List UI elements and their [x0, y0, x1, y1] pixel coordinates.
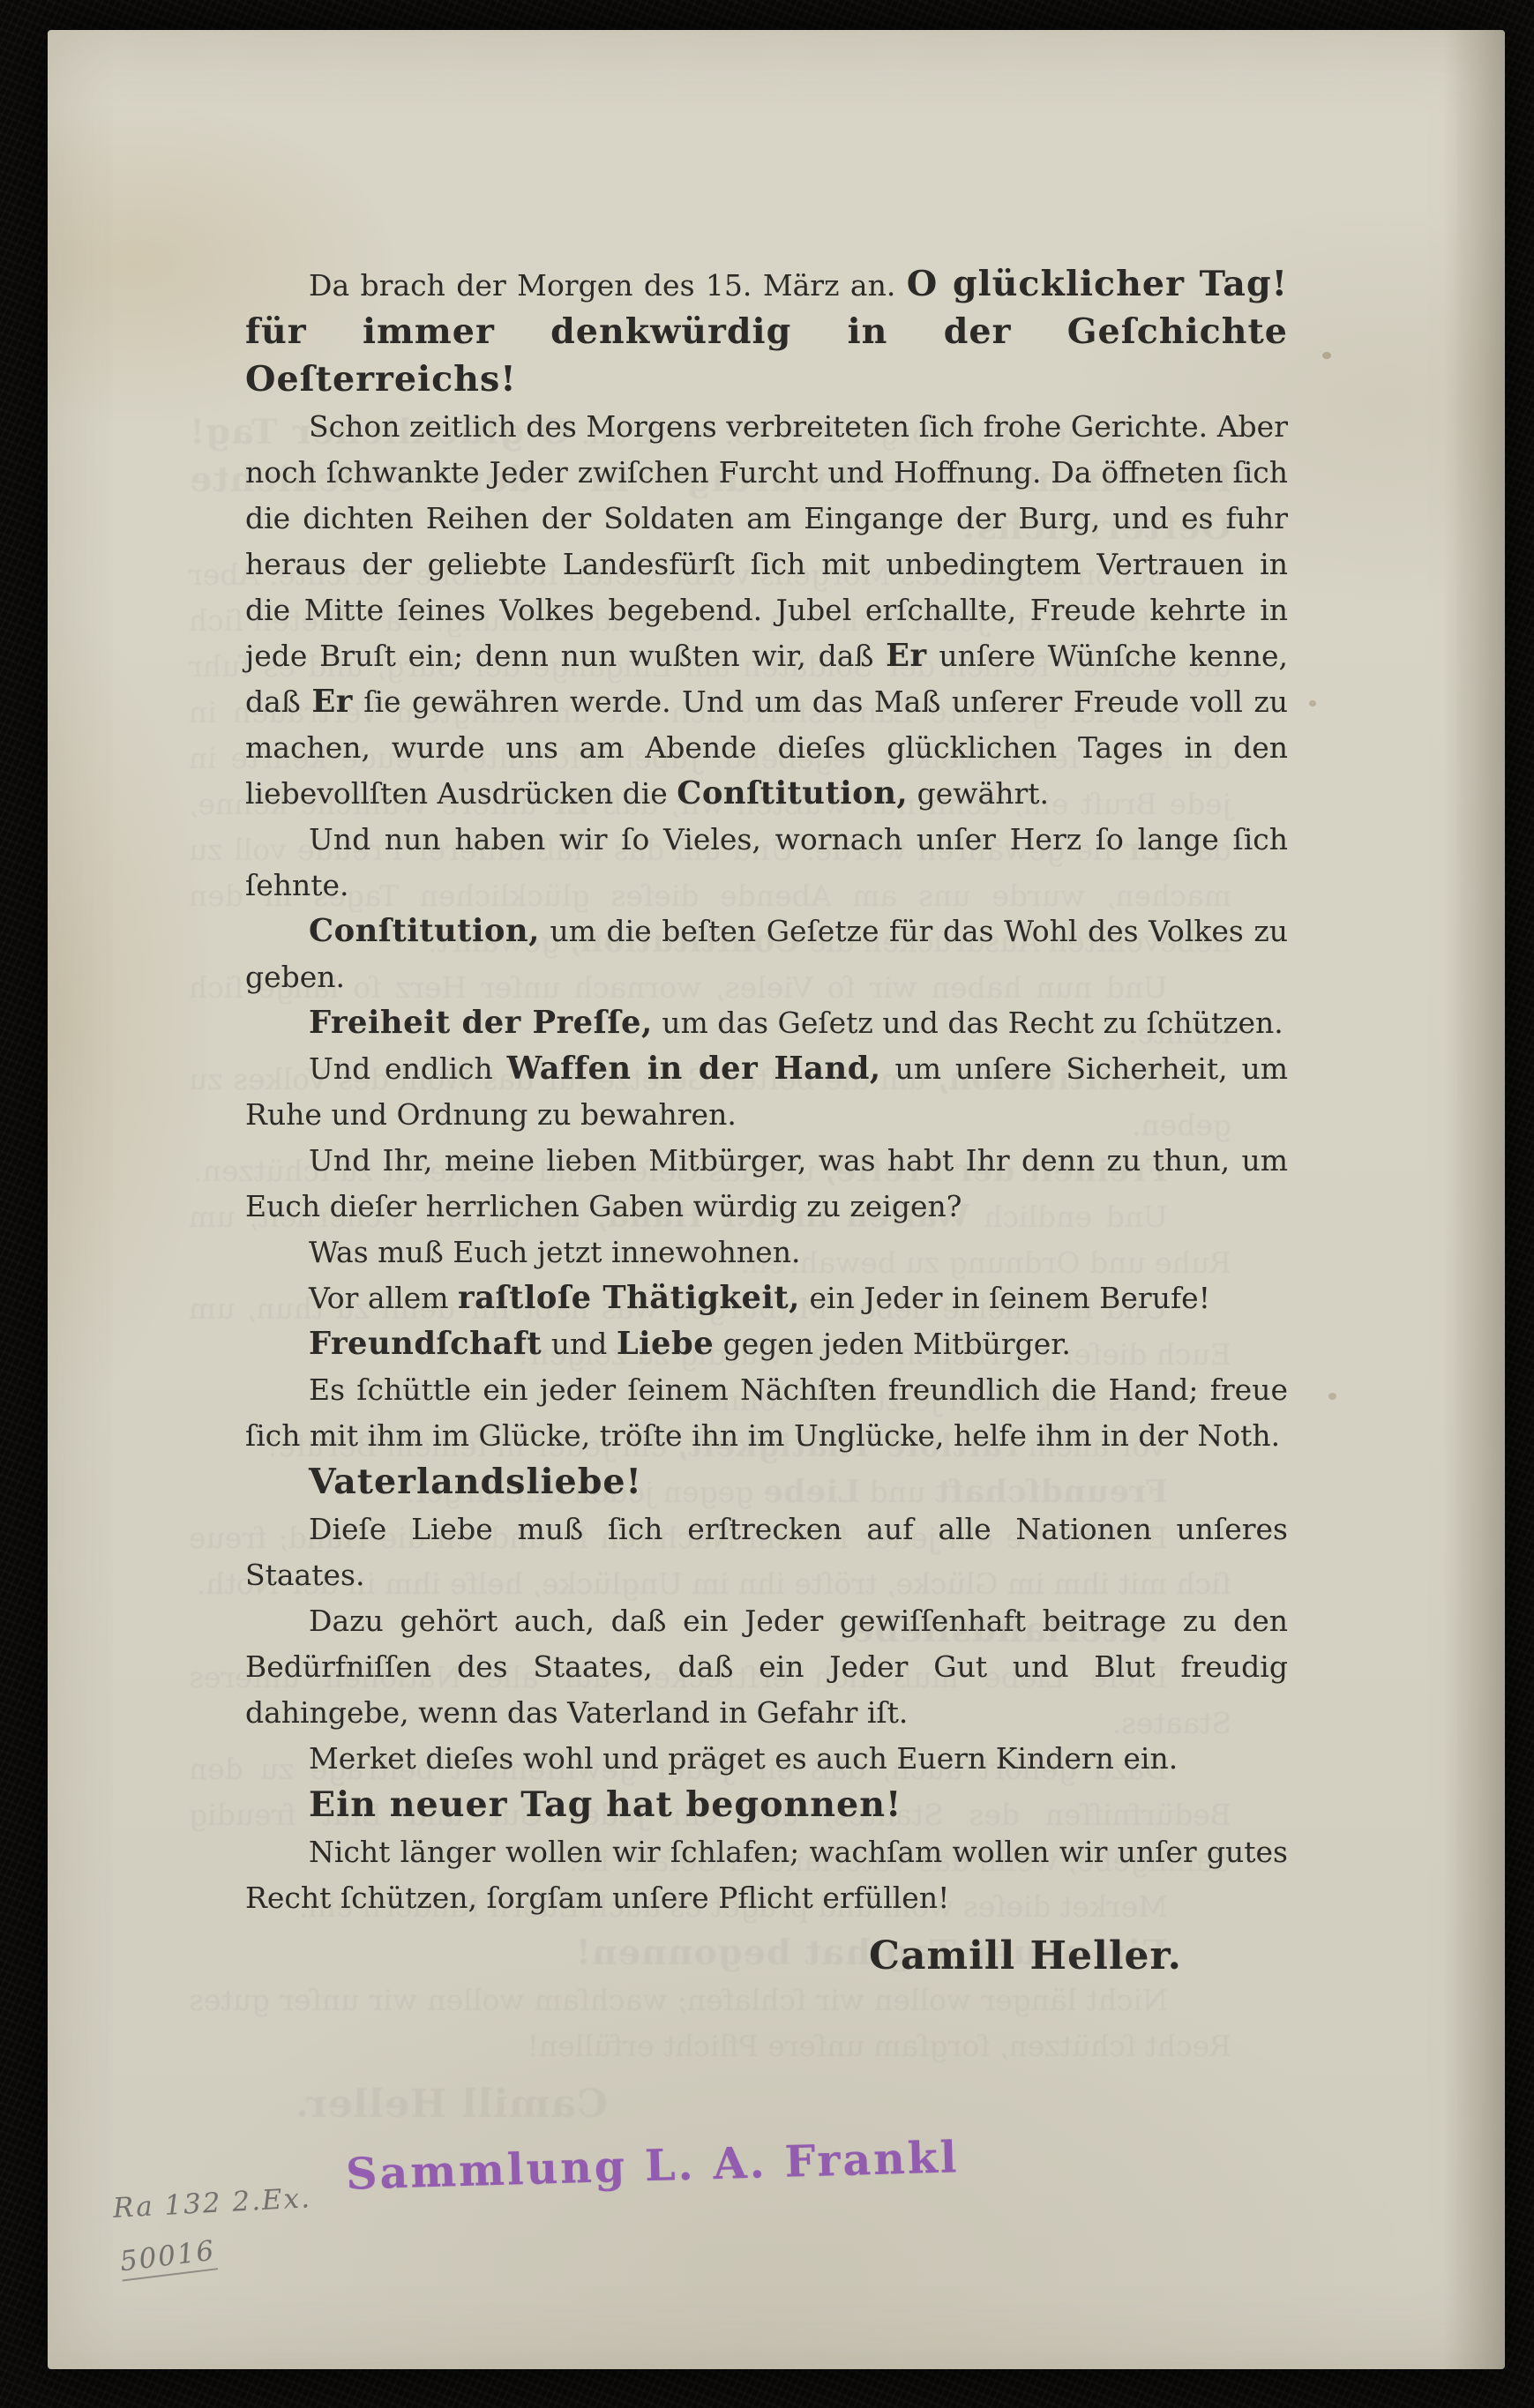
paragraph	[245, 1459, 1288, 1507]
body-text: ein Jeder in ſeinem Berufe!	[799, 1281, 1210, 1315]
emphasized-text: Vaterlandsliebe!	[309, 1462, 642, 1502]
emphasized-text: Conſtitution,	[309, 913, 540, 949]
body-text: Und nun haben wir ſo Vieles, wornach unſer Herz ſo lange ſich ſehnte.	[245, 822, 1288, 902]
body-text: um das Geſetz und das Recht zu ſchützen.	[652, 1006, 1283, 1040]
body-text: Dieſe Liebe muß ſich erſtrecken auf alle Nationen unſeres Staates.	[245, 1512, 1288, 1592]
body-text: Da brach der Morgen des 15. März an.	[309, 268, 907, 303]
paragraph	[245, 1275, 1288, 1321]
paragraph	[245, 1736, 1288, 1782]
paragraph	[245, 817, 1288, 909]
body-text: ſie gewähren werde. Und um das Maß unſerer Freude voll zu machen, wurde uns am Abende dieſes glücklichen Tages in den liebevollſten Ausdrücken die	[245, 684, 1288, 811]
emphasized-text: Ein neuer Tag hat begonnen!	[309, 1784, 902, 1825]
paragraph	[245, 1598, 1288, 1736]
paragraph	[245, 1507, 1288, 1598]
paper-sheet	[48, 30, 1505, 2369]
emphasized-text: Freundſchaft	[309, 1326, 543, 1362]
paragraph	[245, 1046, 1288, 1138]
paragraph	[245, 261, 1288, 404]
paragraph	[245, 1000, 1288, 1046]
paragraph	[245, 1782, 1288, 1829]
body-text: Was muß Euch jetzt innewohnen.	[309, 1235, 801, 1269]
body-text: Es ſchüttle ein jeder ſeinem Nächſten freundlich die Hand; freue ſich mit ihm im Glücke, tröſte ihn im Unglücke, helfe ihm in der Noth.	[245, 1372, 1288, 1453]
document-body	[245, 261, 1288, 1979]
body-text: Schon zeitlich des Morgens verbreiteten ſich frohe Gerichte. Aber noch ſchwankte Jeder zwiſchen Furcht und Hoffnung. Da öffneten ſich die dichten Reihen der Soldaten am Eingange der Burg, und es fuhr heraus der geliebte Landesfürſt ſich mit unbedingtem Vertrauen in die Mitte ſeines Volkes begebend. Jubel erſchallte, Freude kehrte in jede Bruſt ein; denn nun wußten wir, daß	[245, 409, 1288, 673]
body-text: Nicht länger wollen wir ſchlafen; wachſam wollen wir unſer gutes Recht ſchützen, ſorgſam unſere Pflicht erfüllen!	[245, 1835, 1288, 1915]
emphasized-text: O glücklicher Tag! für immer denkwürdig in der Geſchichte Oeſterreichs!	[245, 264, 1288, 400]
verso-ghost-text	[189, 1983, 1231, 2063]
body-text: Vor allem	[309, 1281, 459, 1315]
body-text: Und endlich	[309, 1051, 507, 1086]
paragraph	[245, 404, 1288, 817]
paragraph	[245, 1138, 1288, 1230]
body-text: um unſere Sicherheit, um Ruhe und Ordnung zu bewahren.	[245, 1051, 1288, 1132]
body-text: unſere Wünſche kenne, daß	[245, 639, 1288, 719]
emphasized-text: Conſtitution,	[677, 775, 909, 811]
emphasized-text: Er	[886, 638, 927, 674]
paragraph	[245, 1230, 1288, 1275]
paragraph	[245, 1321, 1288, 1367]
body-text: gegen jeden Mitbürger.	[714, 1327, 1071, 1361]
body-text: Merket dieſes wohl und präget es auch Euern Kindern ein.	[309, 1741, 1179, 1776]
emphasized-text: raſtloſe Thätigkeit,	[458, 1280, 800, 1316]
verso-ghost-text	[189, 1978, 1231, 2069]
paragraph	[245, 909, 1288, 1000]
body-text: und	[542, 1327, 617, 1361]
paragraph	[245, 1367, 1288, 1459]
body-text: gewährt.	[908, 776, 1049, 811]
emphasized-text: Er	[311, 684, 353, 720]
paragraph	[245, 1829, 1288, 1921]
emphasized-text: Waffen in der Hand,	[506, 1051, 881, 1087]
verso-ghost-text	[189, 2082, 1231, 2128]
foxing-fleck	[1309, 700, 1316, 707]
pencil-note-number: 50016	[118, 2235, 218, 2282]
emphasized-text: Freiheit der Preſſe,	[309, 1005, 653, 1041]
pencil-note-catalog: Ra 132 2.Ex.	[112, 2182, 312, 2225]
body-text: Dazu gehört auch, daß ein Jeder gewiſſenhaft beitrage zu den Bedürfniſſen des Staates, daß ein Jeder Gut und Blut freudig dahingebe, wenn das Vaterland in Gefahr iſt.	[245, 1604, 1288, 1730]
emphasized-text: Liebe	[616, 1326, 715, 1362]
collection-stamp: Sammlung L. A. Frankl	[345, 2131, 961, 2200]
foxing-fleck	[1328, 1393, 1336, 1400]
body-text: um die beſten Geſetze für das Wohl des Volkes zu geben.	[245, 914, 1288, 994]
body-text: Und Ihr, meine lieben Mitbürger, was habt Ihr denn zu thun, um Euch dieſer herrlichen Gaben würdig zu zeigen?	[245, 1143, 1288, 1223]
signature: Camill Heller.	[869, 1933, 1182, 1978]
foxing-fleck	[1322, 352, 1331, 359]
